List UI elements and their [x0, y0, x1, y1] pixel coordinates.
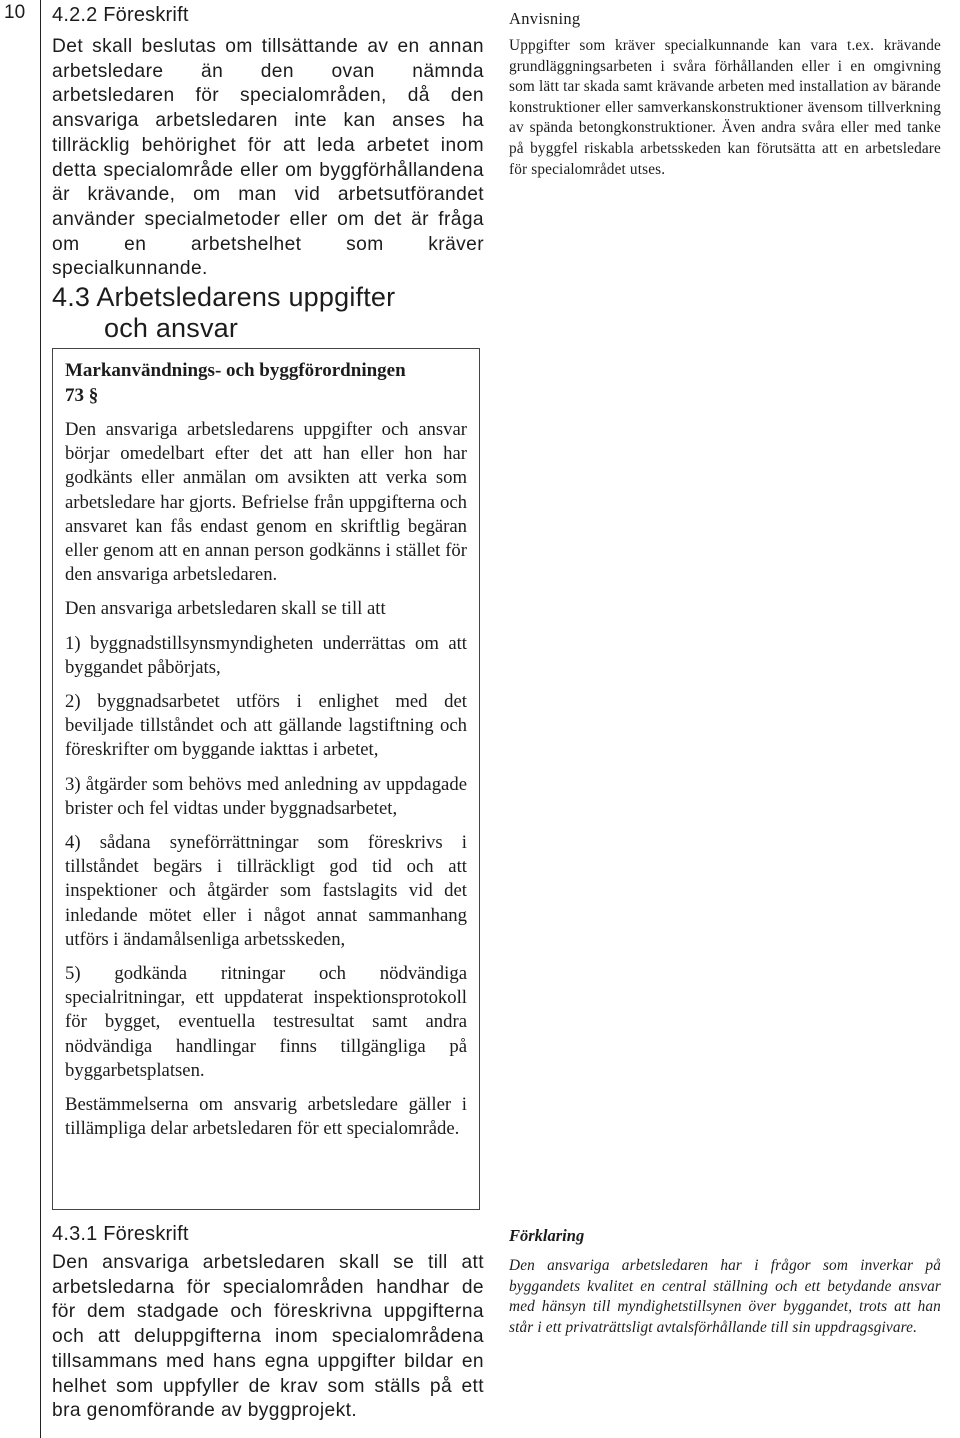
section-43-heading-line2: och ansvar [104, 313, 239, 343]
law-list-item: 2) byggnadsarbetet utförs i enlighet med det beviljade tillståndet och att gällande lagstiftning och föreskrifter om byggande iakttas i arbetet, [65, 691, 467, 761]
law-excerpt-box [52, 348, 480, 1210]
forklaring-body: Den ansvariga arbetsledaren har i frågor som inverkar på byggandets kvalitet en central ställning och ett betydande ansvar med hänsyn till myndighetstillsynen över byggandet, trots att han står i ett privaträttsligt avtalsförhållande till sin uppdragsgivare. [509, 1257, 941, 1336]
law-paragraph: Den ansvariga arbetsledarens uppgifter och ansvar börjar omedelbart efter det att han eller hon har godkänts eller anmälan om avsikten att verka som arbetsledare har gjorts. Befrielse från uppgifterna och ansvaret kan fås endast genom en skriftlig begäran eller genom att en annan person godkänns i stället för den ansvariga arbetsledaren. [65, 419, 467, 586]
section-431-body: Den ansvariga arbetsledaren skall se till att arbetsledarna för specialområden handhar de för dem stadgade och föreskrivna uppgifterna och att deluppgifterna inom specialområdena tillsammans med hans egna uppgifter bildar en helhet som uppfyller de krav som ställs på ett bra genomförande av byggprojekt. [52, 1252, 484, 1422]
section-43-heading [52, 282, 492, 344]
law-list-item: 3) åtgärder som behövs med anledning av uppdagade brister och fel vidtas under byggnadsarbetet, [65, 773, 467, 819]
page-margin-rule [40, 0, 41, 1438]
law-list-item: 5) godkända ritningar och nödvändiga specialritningar, ett uppdaterat inspektionsprotokoll för bygget, eventuella testresultat samt andra nödvändiga handlingar finns tillgängliga på byggarbetsplatsen. [65, 963, 467, 1081]
section-43-heading-line1: 4.3 Arbetsledarens uppgifter [52, 282, 396, 312]
law-paragraph: Den ansvariga arbetsledaren skall se till att [65, 598, 386, 620]
section-431-heading: 4.3.1 Föreskrift [52, 1223, 189, 1245]
law-title: Markanvändnings- och byggförordningen [65, 360, 406, 381]
forklaring-title: Förklaring [509, 1226, 585, 1245]
law-section-number: 73 § [65, 385, 99, 406]
law-paragraph: Bestämmelserna om ansvarig arbetsledare gäller i tillämpliga delar arbetsledaren för ett specialområde. [65, 1094, 467, 1140]
law-list-item: 1) byggnadstillsynsmyndigheten underrättas om att byggandet påbörjats, [65, 632, 467, 678]
section-422-heading: 4.2.2 Föreskrift [52, 4, 189, 26]
law-list-item: 4) sådana syneförrättningar som föreskrivs i tillståndet begärs i tillräckligt god tid och att inspektioner och åtgärder som fastslagits vid det inledande mötet eller i något annat sammanhang utförs i ändamålsenliga arbetsskeden, [65, 832, 467, 950]
section-422-body: Det skall beslutas om tillsättande av en annan arbetsledare än den ovan nämnda arbetsledaren för specialområden, då den ansvariga arbetsledaren inte kan anses ha tillräcklig behörighet för att leda arbetet inom detta specialområde eller om byggförhållandena är krävande, om man vid arbetsutförandet använder specialmetoder eller om det är fråga om en arbetshelhet som kräver specialkunnande. [52, 36, 484, 280]
page-number: 10 [4, 2, 26, 23]
anvisning-body: Uppgifter som kräver specialkunnande kan vara t.ex. krävande grundläggningsarbeten i svåra förhållanden eller i en omgivning som lätt tar skada samt krävande arbeten med installation av bärande konstruktioner eller samverkanskonstruktioner ävensom tillverkning av spända betongkonstruktioner. Även andra svåra eller med tanke på byggfel riskabla arbetsskeden kan förutsätta att en arbetsledare för specialområdet utses. [509, 37, 941, 178]
anvisning-title: Anvisning [509, 9, 581, 28]
